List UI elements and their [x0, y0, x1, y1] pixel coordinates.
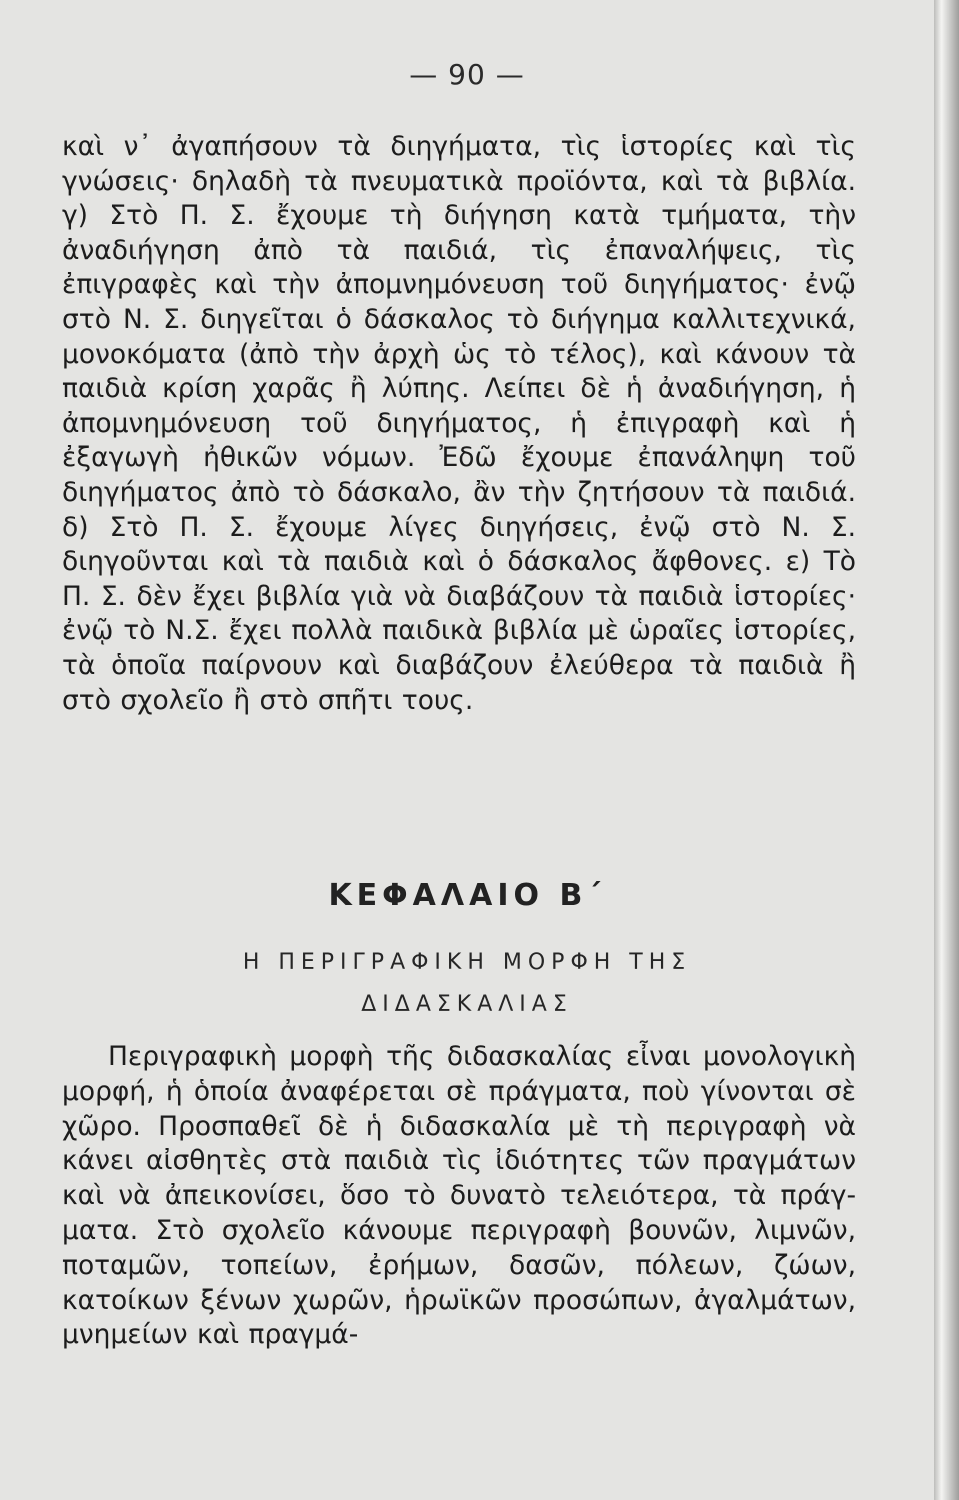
body-paragraph-1: καὶ ν᾽ ἀγαπήσουν τὰ διηγήματα, τὶς ἱστορίες καὶ τὶς γνώσεις· δηλαδὴ τὰ πνευματικὰ προϊόντα, καὶ τὰ βιβλία. γ) Στὸ Π. Σ. ἔχουμε τὴ διήγηση κατὰ τμήματα, τὴν ἀναδιήγηση ἀπὸ τὰ παιδιά, τὶς ἐπαναλήψεις, τὶς ἐπιγραφὲς καὶ τὴν ἀπομνημόνευση τοῦ διηγήματος· ἐνῷ στὸ Ν. Σ. διηγεῖται ὁ δάσκαλος τὸ διήγημα καλλιτεχνικά, μονοκόματα (ἀπὸ τὴν ἀρχὴ ὡς τὸ τέλος), καὶ κάνουν τὰ παιδιὰ κρίση χαρᾶς ἢ λύπης. Λείπει δὲ ἡ ἀναδιήγηση, ἡ ἀπομνημόνευση τοῦ διηγήματος, ἡ ἐπιγραφὴ καὶ ἡ ἐξαγωγὴ ἠθικῶν νόμων. Ἐδῶ ἔχουμε ἐπανάληψη τοῦ διηγήματος ἀπὸ τὸ δάσκαλο, ἂν τὴν ζητήσουν τὰ παιδιά. δ) Στὸ Π. Σ. ἔχουμε λίγες διηγήσεις, ἐνῷ στὸ Ν. Σ. διηγοῦνται καὶ τὰ παιδιὰ καὶ ὁ δάσκαλος ἄφθονες. ε) Τὸ Π. Σ. δὲν ἔχει βιβλία γιὰ νὰ διαβάζουν τὰ παιδιὰ ἱστορίες· ἐνῷ τὸ Ν.Σ. ἔχει πολλὰ παιδικὰ βιβλία μὲ ὡραῖες ἱστορίες, τὰ ὁποῖα παίρνουν καὶ διαβάζουν ἐλεύθερα τὰ παιδιὰ ἢ στὸ σχολεῖο ἢ στὸ σπῆτι τους.: [62, 131, 856, 716]
section-heading-line-1: Η ΠΕΡΙΓΡΑΦΙΚΗ ΜΟΡΦΗ ΤΗΣ: [242, 950, 692, 975]
chapter-title: ΚΕΦΑΛΑΙΟ Β΄: [328, 878, 606, 913]
page-number: — 90 —: [409, 58, 525, 91]
page-binding-edge: [934, 0, 959, 1500]
body-paragraph-2: Περιγραφικὴ μορφὴ τῆς διδασκαλίας εἶναι μονολογικὴ μορφή, ἡ ὁποία ἀναφέρεται σὲ πράγματα, ποὺ γίνονται σὲ χῶρο. Προσπαθεῖ δὲ ἡ διδασκαλία μὲ τὴ περιγραφὴ νὰ κάνει αἰσθητὲς στὰ παιδιὰ τὶς ἰδιότητες τῶν πραγμάτων καὶ νὰ ἀπεικονίσει, ὅσο τὸ δυνατὸ τελειότερα, τὰ πράγματα. Στὸ σχολεῖο κάνουμε περιγραφὴ βουνῶν, λιμνῶν, ποταμῶν, τοπείων, ἐρήμων, δασῶν, πόλεων, ζώων, κατοίκων ξένων χωρῶν, ἡρωϊκῶν προσώπων, ἀγαλμάτων, μνημείων καὶ πραγμά-: [62, 1041, 856, 1351]
section-heading-line-2: ΔΙΔΑΣΚΑΛΙΑΣ: [361, 992, 573, 1017]
